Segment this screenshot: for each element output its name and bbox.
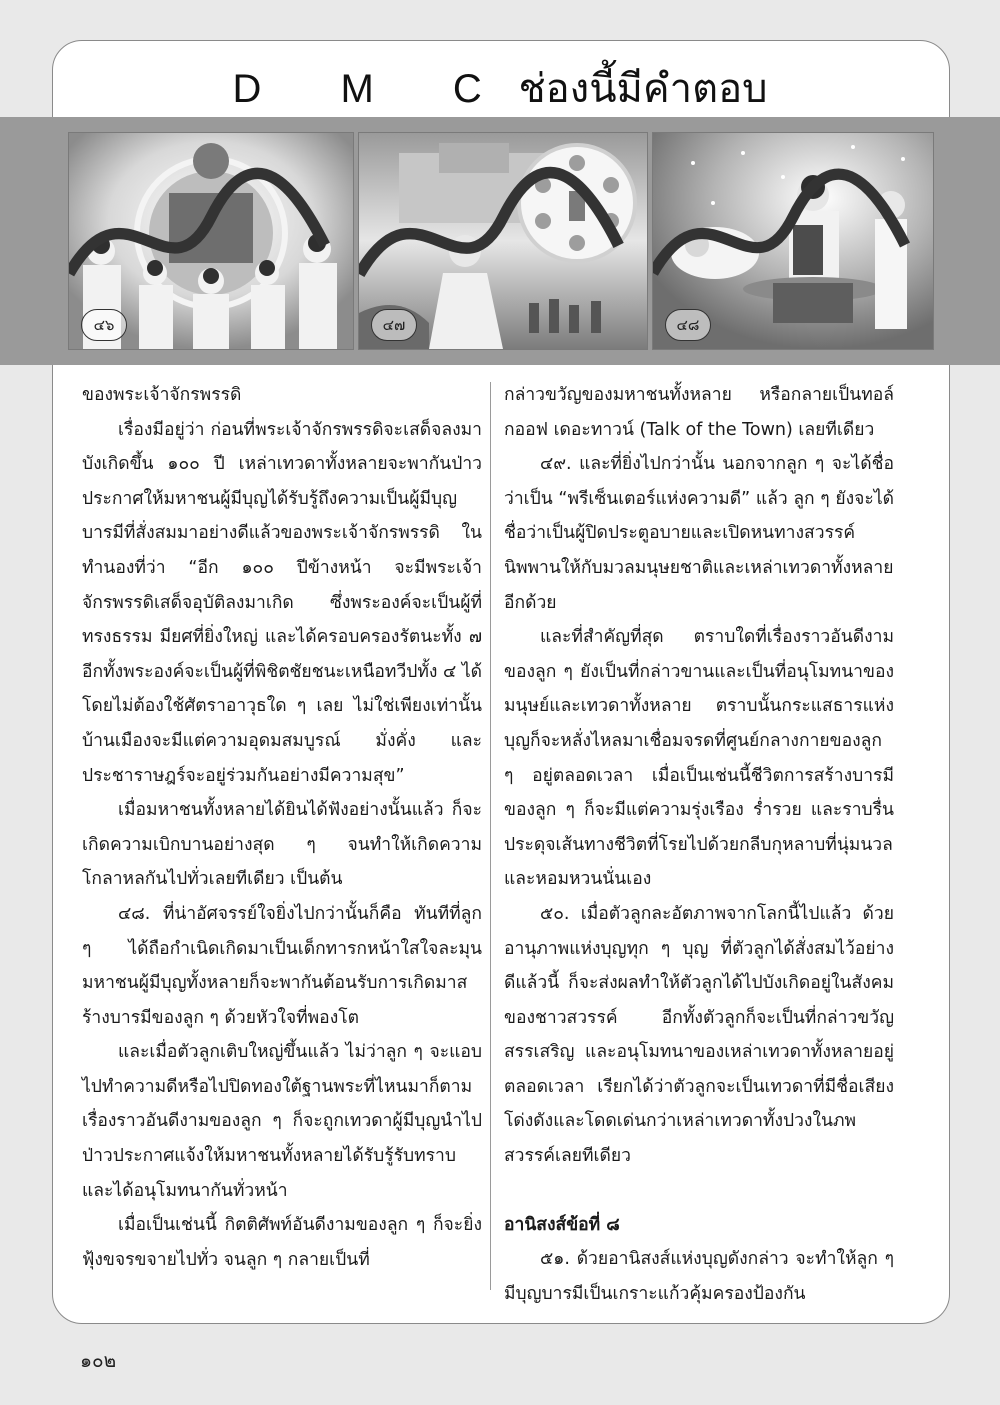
page-number: ๑๐๒ <box>80 1350 117 1372</box>
paragraph: และที่สำคัญที่สุด ตราบใดที่เรื่องราวอันดีงามของลูก ๆ ยังเป็นที่กล่าวขานและเป็นที่อนุโมทนาของมนุษย์และเทวดาทั้งหลาย ตราบนั้นกระแสธารแห่งบุญก็จะหลั่งไหลมาเชื่อมจรดที่ศูนย์กลางกายของลูก ๆ อยู่ตลอดเวลา เมื่อเป็นเช่นนี้ชีวิตการสร้างบารมีของลูก ๆ ก็จะมีแต่ความรุ่งเรือง ร่ำรวย และราบรื่น ประดุจเส้นทางชีวิตที่โรยไปด้วยกลีบกุหลาบที่นุ่มนวลและหอมหวนนั่นเอง <box>504 627 894 890</box>
column-divider <box>490 382 491 1290</box>
illustration-panel-47 <box>358 132 648 350</box>
signature-mark-icon <box>652 132 919 339</box>
paragraph: เมื่อมหาชนทั้งหลายได้ยินได้ฟังอย่างนั้นแล้ว ก็จะเกิดความเบิกบานอย่างสุด ๆ จนทำให้เกิดความโกลาหลกันไปทั่วเลยทีเดียว เป็นต้น <box>82 800 482 890</box>
page-title <box>52 62 948 116</box>
image-number-badge: ๔๖ <box>81 309 127 341</box>
right-column <box>504 378 894 1311</box>
image-number-badge: ๔๘ <box>665 309 711 341</box>
signature-mark-icon <box>358 132 633 339</box>
illustration-panel-48 <box>652 132 934 350</box>
section-heading: อานิสงส์ข้อที่ ๘ <box>504 1214 620 1235</box>
paragraph: ๕๐. เมื่อตัวลูกละอัตภาพจากโลกนี้ไปแล้ว ด้วยอานุภาพแห่งบุญทุก ๆ บุญ ที่ตัวลูกได้สั่งสมไว้อย่างดีแล้วนี้ ก็จะส่งผลทำให้ตัวลูกได้ไปบังเกิดอยู่ในสังคมของชาวสวรรค์ อีกทั้งตัวลูกก็จะเป็นที่กล่าวขวัญสรรเสริญ และอนุโมทนาของเหล่าเทวดาทั้งหลายอยู่ตลอดเวลา เรียกได้ว่าตัวลูกจะเป็นเทวดาที่มีชื่อเสียงโด่งดังและโดดเด่นกว่าเหล่าเทวดาทั้งปวงในภพสวรรค์เลยทีเดียว <box>504 903 894 1167</box>
paragraph: ๕๑. ด้วยอานิสงส์แห่งบุญดังกล่าว จะทำให้ลูก ๆ มีบุญบารมีเป็นเกราะแก้วคุ้มครองป้องกัน <box>504 1249 894 1304</box>
signature-mark-icon <box>68 132 339 339</box>
title-thai: ช่องนี้มีคำตอบ <box>518 66 768 112</box>
paragraph: กล่าวขวัญของมหาชนทั้งหลาย หรือกลายเป็นทอล์กออฟ เดอะทาวน์ (Talk of the Town) เลยทีเดียว <box>504 385 894 440</box>
title-latin: D M C <box>232 67 516 111</box>
paragraph: ๔๘. ที่น่าอัศจรรย์ใจยิ่งไปกว่านั้นก็คือ ทันทีที่ลูก ๆ ได้ถือกำเนิดเกิดมาเป็นเด็กทารกหน้าใสใจละมุน มหาชนผู้มีบุญทั้งหลายก็จะพากันต้อนรับการเกิดมาสร้างบารมีของลูก ๆ ด้วยหัวใจที่พองโต <box>82 903 482 1028</box>
paragraph: เรื่องมีอยู่ว่า ก่อนที่พระเจ้าจักรพรรดิจะเสด็จลงมาบังเกิดขึ้น ๑๐๐ ปี เหล่าเทวดาทั้งหลายจะพากันป่าวประกาศให้มหาชนผู้มีบุญได้รับรู้ถึงความเป็นผู้มีบุญบารมีที่สั่งสมมาอย่างดีแล้วของพระเจ้าจักรพรรดิ ในทำนองที่ว่า “อีก ๑๐๐ ปีข้างหน้า จะมีพระเจ้าจักรพรรดิเสด็จอุบัติลงมาเกิด ซึ่งพระองค์จะเป็นผู้ที่ทรงธรรม มียศที่ยิ่งใหญ่ และได้ครอบครองรัตนะทั้ง ๗ อีกทั้งพระองค์จะเป็นผู้ที่พิชิตชัยชนะเหนือทวีปทั้ง ๔ ได้ โดยไม่ต้องใช้ศัตราอาวุธใด ๆ เลย ไม่ใช่เพียงเท่านั้น บ้านเมืองจะมีแต่ความอุดมสมบูรณ์ มั่งคั่ง และประชาราษฎร์จะอยู่ร่วมกันอย่างมีความสุข” <box>82 419 483 786</box>
paragraph: เมื่อเป็นเช่นนี้ กิตติศัพท์อันดีงามของลูก ๆ ก็จะยิ่งฟุ้งขจรขจายไปทั่ว จนลูก ๆ กลายเป็นที่ <box>82 1215 482 1270</box>
left-column <box>82 378 482 1277</box>
paragraph: และเมื่อตัวลูกเติบใหญ่ขึ้นแล้ว ไม่ว่าลูก ๆ จะแอบไปทำความดีหรือไปปิดทองใต้ฐานพระที่ไหนมาก็ตาม เรื่องราวอันดีงามของลูก ๆ ก็จะถูกเทวดาผู้มีบุญนำไปป่าวประกาศแจ้งให้มหาชนทั้งหลายได้รับรู้รับทราบ และได้อนุโมทนากันทั่วหน้า <box>82 1042 482 1201</box>
illustration-panel-46 <box>68 132 354 350</box>
paragraph: ๔๙. และที่ยิ่งไปกว่านั้น นอกจากลูก ๆ จะได้ชื่อว่าเป็น “พรีเซ็นเตอร์แห่งความดี” แล้ว ลูก ๆ ยังจะได้ชื่อว่าเป็นผู้ปิดประตูอบายและเปิดหนทางสวรรค์นิพพานให้กับมวลมนุษยชาติและเหล่าเทวดาทั้งหลายอีกด้วย <box>504 454 894 613</box>
image-number-badge: ๔๗ <box>371 309 417 341</box>
paragraph: ของพระเจ้าจักรพรรดิ <box>82 385 242 405</box>
